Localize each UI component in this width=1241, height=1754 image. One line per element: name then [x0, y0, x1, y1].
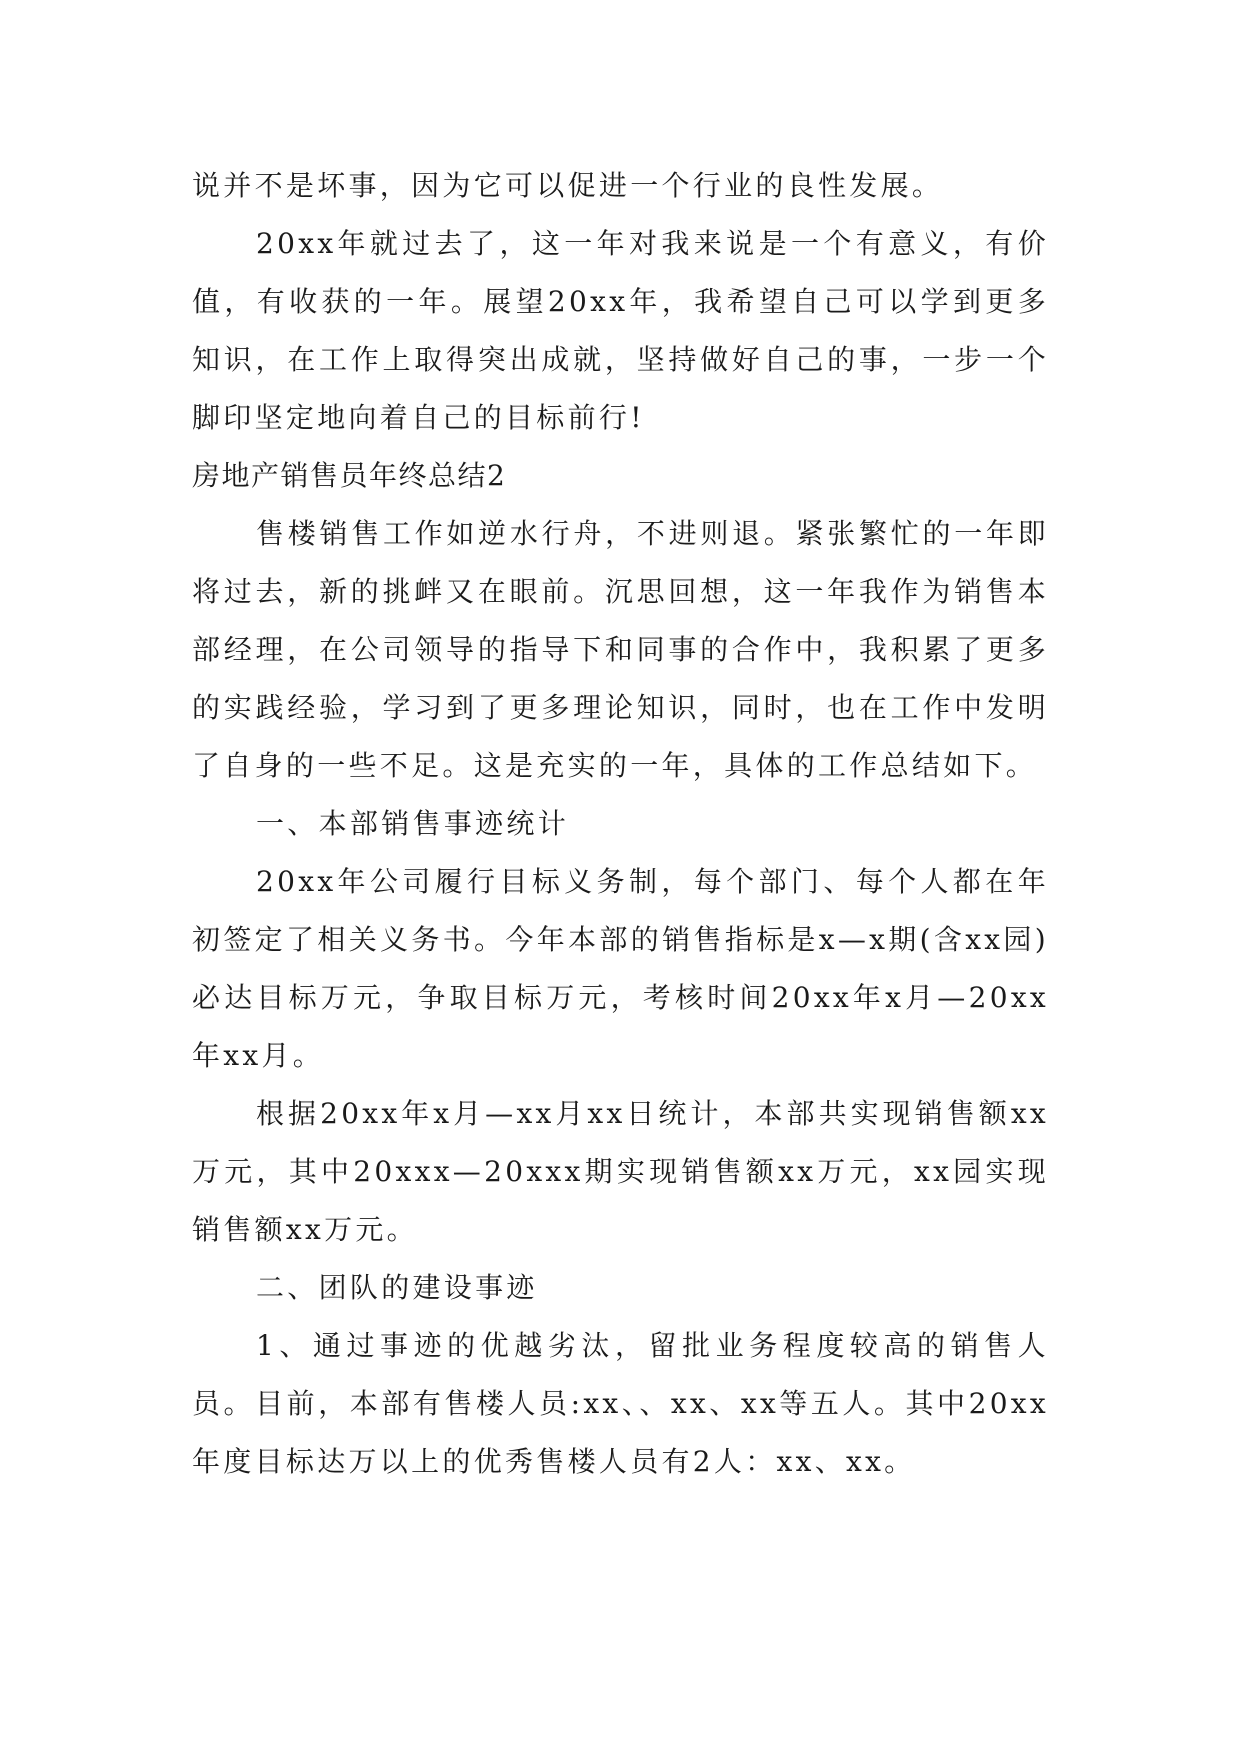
- heading-sales-statistics: 一、本部销售事迹统计: [256, 807, 570, 840]
- heading-team-building: 二、团队的建设事迹: [256, 1271, 538, 1304]
- section-title: 房地产销售员年终总结2: [192, 459, 507, 492]
- paragraph-sales-figures: 根据20xx年x月—xx月xx日统计，本部共实现销售额xx万元，其中20xxx—20xxx期实现销售额xx万元，xx园实现销售额xx万元。: [192, 1097, 1049, 1246]
- paragraph-intro: 售楼销售工作如逆水行舟，不进则退。紧张繁忙的一年即将过去，新的挑衅又在眼前。沉思回想，这一年我作为销售本部经理，在公司领导的指导下和同事的合作中，我积累了更多的实践经验，学习到了更多理论知识，同时，也在工作中发明了自身的一些不足。这是充实的一年，具体的工作总结如下。: [192, 517, 1049, 782]
- paragraph-continuation: 说并不是坏事，因为它可以促进一个行业的良性发展。: [192, 169, 944, 202]
- paragraph-target-system: 20xx年公司履行目标义务制，每个部门、每个人都在年初签定了相关义务书。今年本部的销售指标是x—x期(含xx园)必达目标万元，争取目标万元，考核时间20xx年x月—20xx年xx月。: [192, 865, 1049, 1072]
- paragraph-year-reflection: 20xx年就过去了，这一年对我来说是一个有意义，有价值，有收获的一年。展望20xx年，我希望自己可以学到更多知识，在工作上取得突出成就，坚持做好自己的事，一步一个脚印坚定地向着自己的目标前行!: [192, 227, 1049, 434]
- paragraph-team-members: 1、通过事迹的优越劣汰，留批业务程度较高的销售人员。目前，本部有售楼人员:xx、、xx、xx等五人。其中20xx年度目标达万以上的优秀售楼人员有2人：xx、xx。: [192, 1329, 1049, 1478]
- document-body: [192, 157, 1049, 1491]
